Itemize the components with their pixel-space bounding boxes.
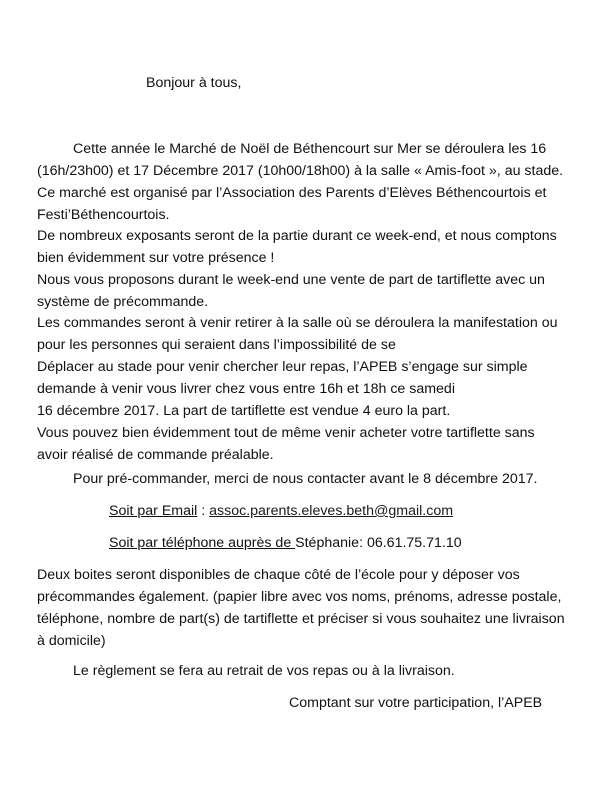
paragraph-line: Cette année le Marché de Noël de Béthencourt sur Mer se déroulera les 16 xyxy=(73,141,547,157)
paragraph-line: pour les personnes qui seraient dans l’impossibilité de se xyxy=(37,337,396,353)
paragraph-line: bien évidemment sur votre présence ! xyxy=(37,250,275,266)
paragraph-line: à domicile) xyxy=(37,633,106,649)
paragraph-line: Ce marché est organisé par l’Association des Parents d’Elèves Béthencourtois et xyxy=(37,185,547,201)
paragraph-line: 16 décembre 2017. La part de tartiflette est vendue 4 euro la part. xyxy=(37,403,451,419)
paragraph-line: (16h/23h00) et 17 Décembre 2017 (10h00/18h00) à la salle « Amis-foot », au stade. xyxy=(37,163,564,179)
paragraph-line: téléphone, nombre de part(s) de tartiflette et préciser si vous souhaitez une livraison xyxy=(37,611,565,627)
paragraph-line: précommandes également. (papier libre avec vos noms, prénoms, adresse postale, xyxy=(37,589,562,605)
paragraph-line: Vous pouvez bien évidemment tout de même venir acheter votre tartiflette sans xyxy=(37,425,535,441)
paragraph-line: Déplacer au stade pour venir chercher leur repas, l’APEB s’engage sur simple xyxy=(37,359,528,375)
phone-line xyxy=(109,534,462,552)
paragraph-line: système de précommande. xyxy=(37,294,209,310)
email-line xyxy=(109,502,453,520)
email-label: Soit par Email xyxy=(109,503,198,519)
closing-signature: Comptant sur votre participation, l’APEB xyxy=(289,695,543,711)
phone-number: 06.61.75.71.10 xyxy=(366,535,462,551)
phone-contact-name: Stéphanie xyxy=(295,535,360,551)
preorder-line: Pour pré-commander, merci de nous contacter avant le 8 décembre 2017. xyxy=(73,471,538,487)
paragraph-line: avoir réalisé de commande préalable. xyxy=(37,447,274,463)
phone-label: Soit par téléphone auprès de xyxy=(109,535,296,551)
paragraph-line: De nombreux exposants seront de la partie durant ce week-end, et nous comptons xyxy=(37,228,557,244)
paragraph-line: Les commandes seront à venir retirer à la salle où se déroulera la manifestation ou xyxy=(37,315,558,331)
payment-line: Le règlement se fera au retrait de vos repas ou à la livraison. xyxy=(73,663,455,679)
paragraph-line: Festi’Béthencourtois. xyxy=(37,207,170,223)
email-separator: : xyxy=(197,503,210,519)
email-link[interactable]: assoc.parents.eleves.beth@gmail.com xyxy=(209,503,454,519)
paragraph-line: Deux boites seront disponibles de chaque côté de l’école pour y déposer vos xyxy=(37,567,520,583)
paragraph-line: demande à venir vous livrer chez vous entre 16h et 18h ce samedi xyxy=(37,381,455,397)
paragraph-line: Nous vous proposons durant le week-end une vente de part de tartiflette avec un xyxy=(37,272,545,288)
phone-separator: : xyxy=(359,535,367,551)
greeting: Bonjour à tous, xyxy=(146,75,242,91)
